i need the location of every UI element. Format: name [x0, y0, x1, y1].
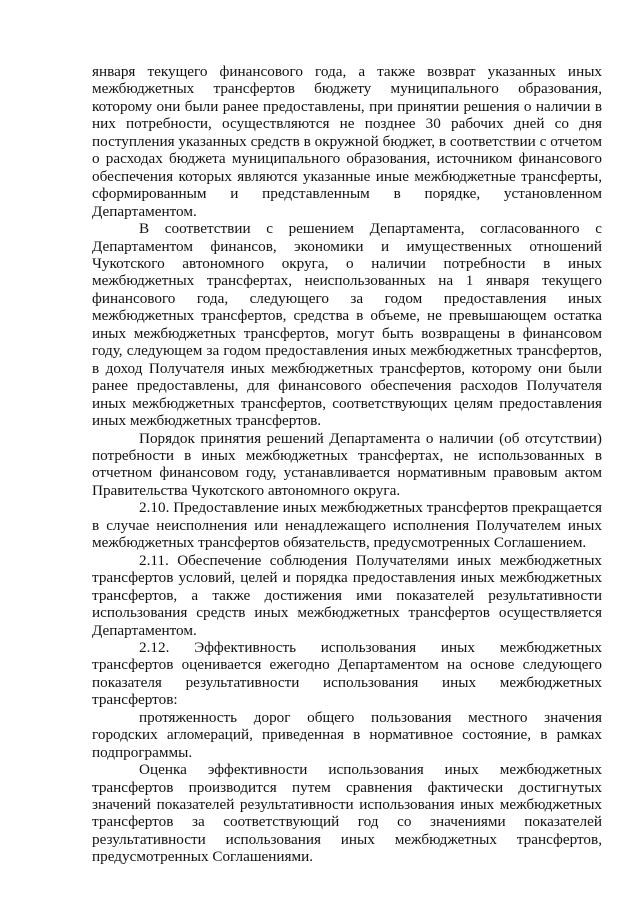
- paragraph-continuation: января текущего финансового года, а также возврат указанных иных межбюджетных трансфертов бюджету муниципального образования, которому они были ранее предоставлены, при принятии решения о наличии в них потребности, осуществляются не позднее 30 рабочих дней со дня поступления указанных средств в окружной бюджет, в соответствии с отчетом о расходах бюджета муниципального образования, источником финансового обеспечения которых являются указанные иные межбюджетные трансферты, сформированным и представленным в порядке, установленном Департаментом.: [92, 63, 602, 220]
- paragraph-return-decision: В соответствии с решением Департамента, согласованного с Департаментом финансов, экономики и имущественных отношений Чукотского автономного округа, о наличии потребности в иных межбюджетных трансфертах, неиспользованных на 1 января текущего финансового года, следующего за годом предоставления иных межбюджетных трансфертов, средства в объеме, не превышающем остатка иных межбюджетных трансфертов, могут быть возвращены в финансовом году, следующем за годом предоставления иных межбюджетных трансфертов, в доход Получателя иных межбюджетных трансфертов, которому они были ранее предоставлены, для финансового обеспечения расходов Получателя иных межбюджетных трансфертов, соответствующих целям предоставления иных межбюджетных трансфертов.: [92, 220, 602, 430]
- document-body: [92, 63, 602, 866]
- paragraph-2-10: 2.10. Предоставление иных межбюджетных трансфертов прекращается в случае неисполнения или ненадлежащего исполнения Получателем иных межбюджетных трансфертов обязательств, предусмотренных Соглашением.: [92, 499, 602, 552]
- paragraph-2-12: 2.12. Эффективность использования иных межбюджетных трансфертов оценивается ежегодно Департаментом на основе следующего показателя результативности использования иных межбюджетных трансфертов:: [92, 638, 602, 709]
- paragraph-2-11: 2.11. Обеспечение соблюдения Получателями иных межбюджетных трансфертов условий, целей и порядка предоставления иных межбюджетных трансфертов, а также достижения ими показателей результативности использования средств иных межбюджетных трансфертов осуществляется Департаментом.: [92, 551, 602, 639]
- paragraph-evaluation: Оценка эффективности использования иных межбюджетных трансфертов производится путем сравнения фактически достигнутых значений показателей результативности использования иных межбюджетных трансфертов за соответствующий год со значениями показателей результативности использования иных межбюджетных трансфертов, предусмотренных Соглашениями.: [92, 761, 602, 866]
- paragraph-indicator: протяженность дорог общего пользования местного значения городских агломераций, приведенная в нормативное состояние, в рамках подпрограммы.: [92, 708, 602, 761]
- paragraph-decision-procedure: Порядок принятия решений Департамента о наличии (об отсутствии) потребности в иных межбюджетных трансфертах, не использованных в отчетном финансовом году, устанавливается нормативным правовым актом Правительства Чукотского автономного округа.: [92, 429, 602, 499]
